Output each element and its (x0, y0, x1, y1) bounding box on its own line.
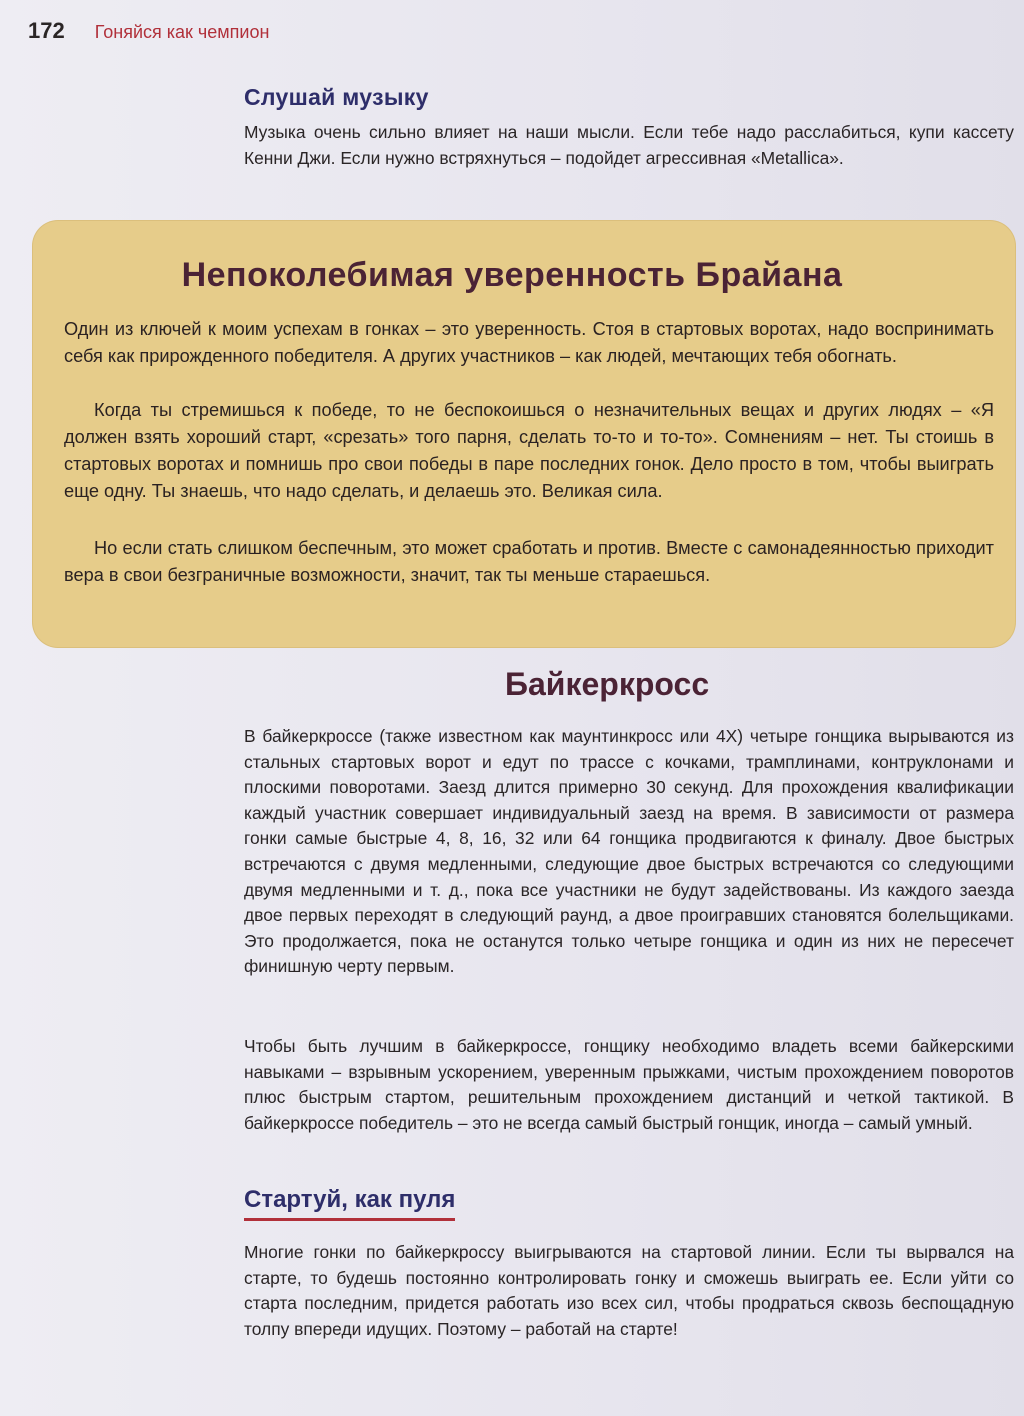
sidebar-paragraph-2: Когда ты стремишься к победе, то не беспокоишься о незначительных вещах и других людях – «Я должен взять хороший старт, «срезать» того парня, сделать то-то и то-то». Сомнениям – нет. Ты стоишь в стартовых воротах и помнишь про свои победы в паре последних гонок. Дело просто в том, чтобы выиграть еще одну. Ты знаешь, что надо сделать, и делаешь это. Великая сила. (64, 400, 994, 501)
music-section-title: Слушай музыку (244, 84, 429, 110)
start-paragraph: Многие гонки по байкеркроссу выигрываются на стартовой линии. Если ты вырвался на старте, то будешь постоянно контролировать гонку и сможешь выиграть ее. Если уйти со старта последним, придется работать изо всех сил, чтобы продраться сквозь беспощадную толпу впереди идущих. Поэтому – работай на старте! (244, 1242, 1014, 1339)
page-number: 172 (28, 18, 65, 43)
bikercross-section-title: Байкеркросс (505, 666, 710, 702)
bikercross-paragraph-1: В байкеркроссе (также известном как маунтинкросс или 4Х) четыре гонщика вырываются из стальных стартовых ворот и едут по трассе с кочками, трамплинами, контруклонами и плоскими поворотами. Заезд длится примерно 30 секунд. Для прохождения квалификации каждый участник совершает индивидуальный заезд на время. В зависимости от размера гонки самые быстрые 4, 8, 16, 32 или 64 гонщика продвигаются к финалу. Двое быстрых встречаются с двумя медленными, следующие двое быстрых встречаются со следующими двумя медленными и т. д., пока все участники не будут задействованы. Из каждого заезда двое первых переходят в следующий раунд, а двое проигравших становятся болельщиками. Это продолжается, пока не останутся только четыре гонщика и один из них не пересечет финишную черту первым. (244, 726, 1014, 977)
start-section-title: Стартуй, как пуля (244, 1186, 455, 1221)
running-title: Гоняйся как чемпион (94, 22, 270, 42)
sidebar-title: Непоколебимая уверенность Брайана (181, 256, 843, 294)
page-header (28, 18, 269, 44)
sidebar-paragraph-1: Один из ключей к моим успехам в гонках – это уверенность. Стоя в стартовых воротах, надо воспринимать себя как прирожденного победителя. А других участников – как людей, мечтающих тебя обогнать. (64, 319, 994, 366)
music-paragraph: Музыка очень сильно влияет на наши мысли. Если тебе надо расслабиться, купи кассету Кенни Джи. Если нужно встряхнуться – подойдет агрессивная «Metallica». (244, 122, 1014, 168)
bikercross-paragraph-2: Чтобы быть лучшим в байкеркроссе, гонщику необходимо владеть всеми байкерскими навыками – взрывным ускорением, уверенным прыжками, чистым прохождением поворотов плюс быстрым стартом, решительным прохождением дистанций и четкой тактикой. В байкеркроссе победитель – это не всегда самый быстрый гонщик, иногда – самый умный. (244, 1036, 1014, 1133)
sidebar-paragraph-3: Но если стать слишком беспечным, это может сработать и против. Вместе с самонадеянностью приходит вера в свои безграничные возможности, значит, так ты меньше стараешься. (64, 538, 994, 585)
